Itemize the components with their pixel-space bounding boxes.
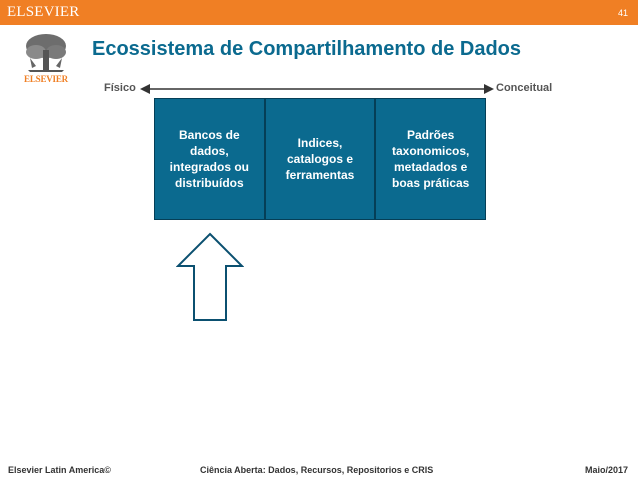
page-number: 41 (617, 8, 628, 18)
slide-title: Ecossistema de Compartilhamento de Dados (92, 38, 522, 60)
ecosystem-boxes (154, 98, 486, 220)
box-standards (375, 98, 486, 220)
box-databases (154, 98, 265, 220)
footer-copyright: Elsevier Latin America© (8, 465, 111, 475)
box-indexes-text: Indices, catalogos e ferramentas (285, 136, 355, 182)
box-standards-text: Padrões taxonomicos, metadados e boas práticas (391, 128, 470, 190)
top-bar (0, 0, 638, 25)
top-bar-brand: ELSEVIER (7, 4, 80, 20)
axis-label-right: Conceitual (496, 82, 553, 94)
axis-label-left: Físico (104, 82, 136, 94)
box-indexes (265, 98, 376, 220)
box-databases-text: Bancos de dados, integrados ou distribuídos (169, 128, 249, 190)
up-arrow-icon (176, 232, 244, 322)
logo-wordmark: ELSEVIER (24, 74, 68, 84)
footer (0, 465, 638, 479)
footer-presentation-title: Ciência Aberta: Dados, Recursos, Repositorios e CRIS (200, 465, 434, 475)
double-headed-arrow-icon (140, 83, 494, 95)
footer-date: Maio/2017 (584, 465, 628, 475)
